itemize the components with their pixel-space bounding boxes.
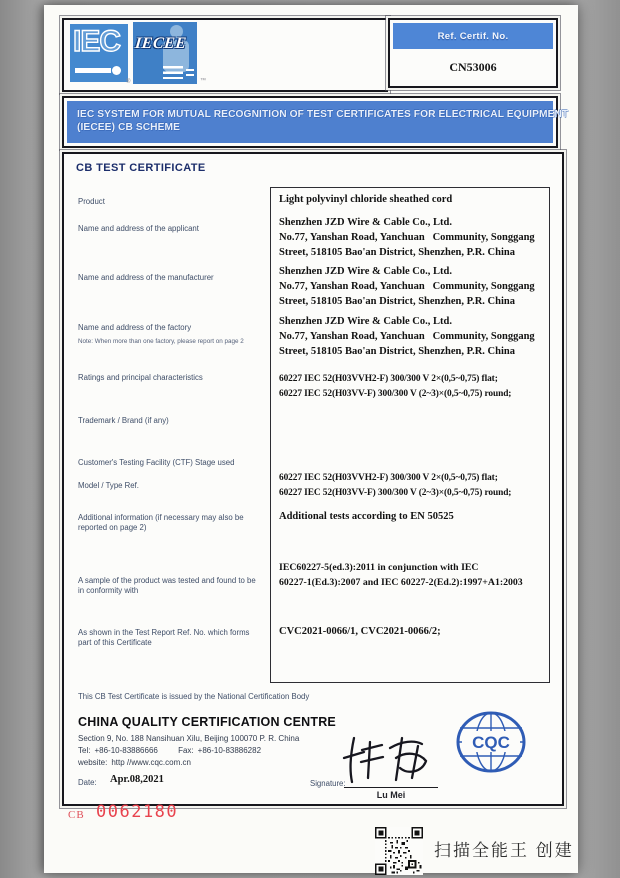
- value-ratings-line2: 60227 IEC 52(H03VV-F) 300/300 V (2~3)×(0,5~0,75) round;: [279, 389, 512, 399]
- value-manufacturer-company: Shenzhen JZD Wire & Cable Co., Ltd.: [279, 266, 452, 277]
- label-model: Model / Type Ref.: [78, 481, 139, 490]
- label-factory-note: Note: When more than one factory, please report on page 2: [78, 338, 244, 345]
- label-manufacturer: Name and address of the manufacturer: [78, 273, 214, 282]
- signer-name: Lu Mei: [376, 790, 406, 800]
- issued-by-note: This CB Test Certificate is issued by the National Certification Body: [78, 692, 310, 701]
- header-logo-box: [62, 18, 388, 92]
- value-product: Light polyvinyl chloride sheathed cord: [279, 194, 453, 205]
- iecee-logo: [133, 22, 197, 84]
- website-label: website:: [78, 758, 108, 767]
- value-factory-company: Shenzhen JZD Wire & Cable Co., Ltd.: [279, 316, 452, 327]
- issuer-telfax: [78, 746, 261, 755]
- iecee-logo-lines-small: [186, 69, 194, 77]
- issuer-name: CHINA QUALITY CERTIFICATION CENTRE: [78, 715, 336, 729]
- label-additional: Additional information (if necessary may also be reported on page 2): [78, 513, 244, 532]
- values-box: [270, 187, 550, 683]
- fax-label: Fax:: [178, 746, 194, 755]
- ref-certif-number: CN53006: [449, 59, 497, 74]
- trademark-mark: ™: [200, 78, 206, 84]
- tel-value: +86-10-83886666: [94, 746, 158, 755]
- scheme-banner-line1: IEC SYSTEM FOR MUTUAL RECOGNITION OF TEST CERTIFICATES FOR ELECTRICAL EQUIPMENT: [77, 109, 569, 120]
- value-manufacturer-address2: Street, 518105 Bao'an District, Shenzhen, P.R. China: [279, 296, 515, 307]
- value-factory-address1: No.77, Yanshan Road, Yanchuan Community, Songgang: [279, 331, 535, 342]
- certificate-body: [62, 152, 564, 806]
- fax-value: +86-10-83886282: [197, 746, 262, 755]
- handwritten-signature: [340, 732, 444, 786]
- value-ratings-line1: 60227 IEC 52(H03VVH2-F) 300/300 V 2×(0,5~0,75) flat;: [279, 374, 498, 384]
- scheme-banner-text: [67, 101, 569, 143]
- scheme-banner-line2: (IECEE) CB SCHEME: [77, 122, 181, 133]
- label-factory: Name and address of the factory: [78, 323, 192, 332]
- cqc-logo: [454, 710, 528, 774]
- date-label: Date:: [78, 778, 97, 787]
- scanner-watermark-text: 扫描全能王 创建: [434, 841, 574, 860]
- tel-label: Tel:: [78, 746, 91, 755]
- iec-logo: [70, 24, 128, 82]
- registered-mark: ®: [126, 79, 131, 85]
- label-ctf: Customer's Testing Facility (CTF) Stage used: [78, 458, 235, 467]
- cb-stamp-prefix: CB: [68, 809, 85, 821]
- value-conformity-line2: 60227-1(Ed.3):2007 and IEC 60227-2(Ed.2):1997+A1:2003: [279, 577, 523, 588]
- scheme-banner: [62, 96, 569, 148]
- value-conformity-line1: IEC60227-5(ed.3):2011 in conjunction with IEC: [279, 562, 479, 573]
- ref-certif-box: [388, 18, 558, 88]
- label-conformity: A sample of the product was tested and found to be in conformity with: [78, 576, 256, 595]
- label-trademark: Trademark / Brand (if any): [78, 416, 169, 425]
- value-model-line2: 60227 IEC 52(H03VV-F) 300/300 V (2~3)×(0,5~0,75) round;: [279, 488, 512, 498]
- website-value: http //www.cqc.com.cn: [111, 758, 191, 767]
- date-value: Apr.08,2021: [110, 774, 164, 785]
- signature-label: Signature:: [310, 779, 346, 788]
- iec-logo-bar: [75, 68, 111, 73]
- label-ratings: Ratings and principal characteristics: [78, 373, 203, 382]
- issuer-website: [78, 758, 191, 767]
- value-factory-address2: Street, 518105 Bao'an District, Shenzhen, P.R. China: [279, 346, 515, 357]
- qr-code: [375, 827, 423, 875]
- ref-certif-label: Ref. Certif. No.: [393, 23, 553, 49]
- value-model-line1: 60227 IEC 52(H03VVH2-F) 300/300 V 2×(0,5~0,75) flat;: [279, 473, 498, 483]
- certificate-title: CB TEST CERTIFICATE: [76, 162, 206, 174]
- value-applicant-company: Shenzhen JZD Wire & Cable Co., Ltd.: [279, 217, 452, 228]
- issuer-address: Section 9, No. 188 Nansihuan Xilu, Beijing 100070 P. R. China: [78, 734, 300, 743]
- value-additional: Additional tests according to EN 50525: [279, 511, 454, 522]
- label-report: As shown in the Test Report Ref. No. which forms part of this Certificate: [78, 628, 250, 647]
- iec-logo-text: IEC: [73, 25, 121, 58]
- iec-logo-dot: [112, 66, 121, 75]
- value-applicant-address2: Street, 518105 Bao'an District, Shenzhen, P.R. China: [279, 247, 515, 258]
- iecee-logo-text: IECEE: [134, 35, 188, 52]
- cqc-logo-text: CQC: [472, 733, 510, 752]
- value-applicant-address1: No.77, Yanshan Road, Yanchuan Community, Songgang: [279, 232, 535, 243]
- label-product: Product: [78, 197, 105, 206]
- cb-stamp-number: 0062180: [96, 802, 179, 822]
- value-report: CVC2021-0066/1, CVC2021-0066/2;: [279, 626, 441, 637]
- iecee-logo-lines: [163, 66, 183, 79]
- value-manufacturer-address1: No.77, Yanshan Road, Yanchuan Community, Songgang: [279, 281, 535, 292]
- label-applicant: Name and address of the applicant: [78, 224, 199, 233]
- signature-line: [344, 787, 438, 788]
- certificate-page: [44, 5, 578, 873]
